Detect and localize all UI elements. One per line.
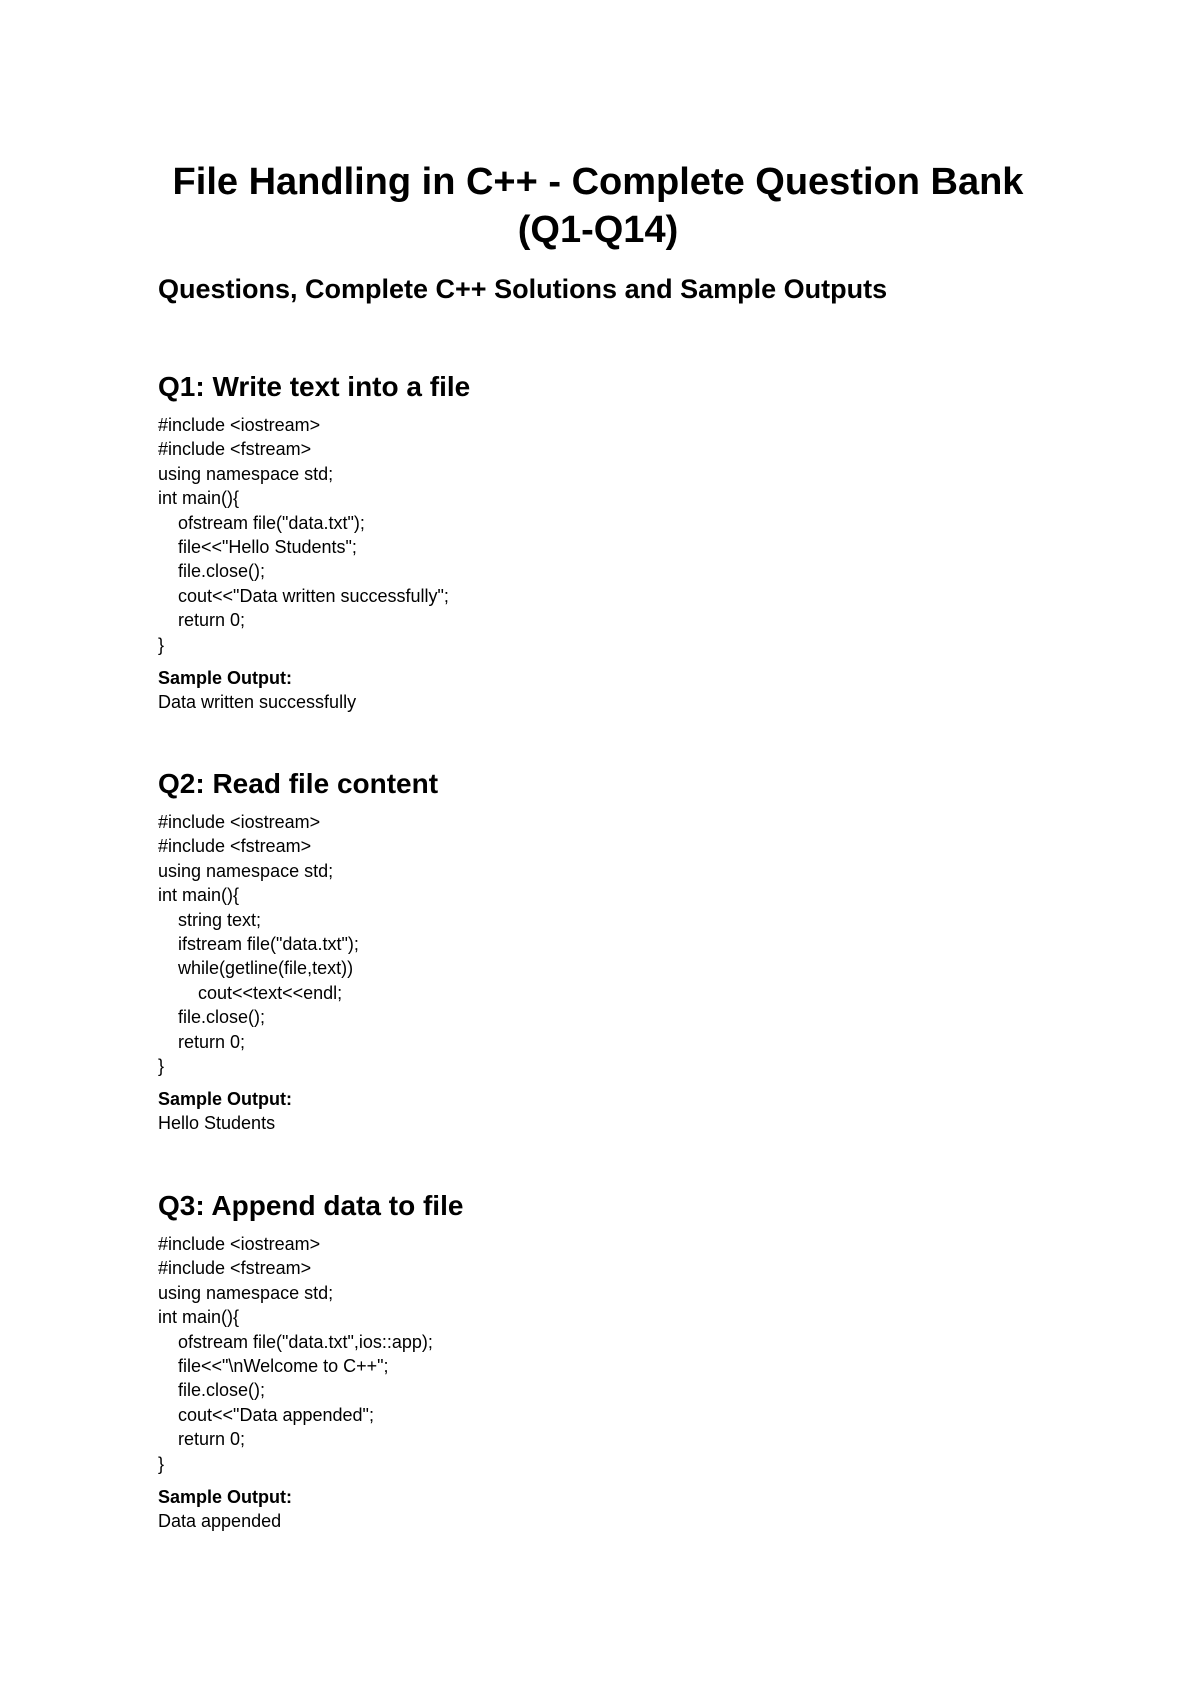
code-line: file.close(); [158,1380,266,1401]
code-block [158,413,1038,657]
code-line: return 0; [158,1031,246,1052]
code-line: cout<<"Data appended"; [158,1404,374,1425]
code-line: #include <fstream> [158,439,312,460]
code-block [158,1232,1038,1476]
code-line: while(getline(file,text)) [158,958,354,979]
question-heading: Q1: Write text into a file [158,371,471,402]
question-2 [158,767,1038,1135]
document-subtitle: Questions, Complete C++ Solutions and Sample Outputs [158,274,888,304]
code-line: int main(){ [158,488,240,509]
code-line: cout<<text<<endl; [158,982,343,1003]
sample-output-label: Sample Output: [158,1487,292,1508]
code-line: return 0; [158,1429,246,1450]
code-line: } [158,1056,165,1077]
code-line: file.close(); [158,1007,266,1028]
code-line: ofstream file("data.txt"); [158,512,365,533]
code-line: file.close(); [158,561,266,582]
document-title [158,158,1038,254]
sample-output-label: Sample Output: [158,1089,292,1110]
question-heading: Q2: Read file content [158,768,439,799]
code-line: ifstream file("data.txt"); [158,934,359,955]
code-line: string text; [158,909,262,930]
question-1 [158,370,1038,714]
code-line: cout<<"Data written successfully"; [158,585,449,606]
sample-output-text: Data appended [158,1511,282,1532]
sample-output-text: Hello Students [158,1113,276,1134]
code-line: } [158,634,165,655]
code-line: using namespace std; [158,463,334,484]
question-heading: Q3: Append data to file [158,1190,464,1221]
code-line: } [158,1453,165,1474]
sample-output-label: Sample Output: [158,668,292,689]
sample-output-text: Data written successfully [158,692,357,713]
document-title-line-2: (Q1-Q14) [517,209,679,251]
code-line: using namespace std; [158,860,334,881]
code-line: #include <iostream> [158,415,321,435]
code-line: using namespace std; [158,1282,334,1303]
code-line: #include <fstream> [158,1258,312,1279]
code-line: return 0; [158,610,246,631]
code-block [158,810,1038,1078]
question-3 [158,1189,1038,1533]
code-line: #include <iostream> [158,812,321,832]
document-title-line-1: File Handling in C++ - Complete Question Bank [172,161,1024,203]
code-line: #include <fstream> [158,836,312,857]
code-line: file<<"Hello Students"; [158,537,357,558]
code-line: int main(){ [158,885,240,906]
code-line: #include <iostream> [158,1234,321,1254]
code-line: file<<"\nWelcome to C++"; [158,1356,389,1377]
code-line: int main(){ [158,1307,240,1328]
code-line: ofstream file("data.txt",ios::app); [158,1331,433,1352]
